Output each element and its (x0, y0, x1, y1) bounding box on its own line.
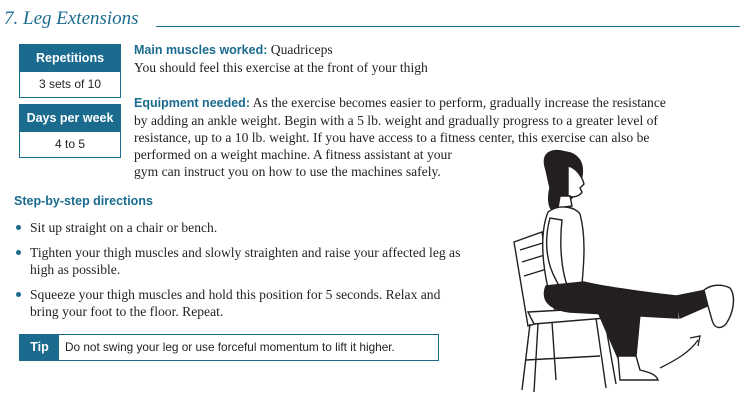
person-icon (543, 151, 734, 380)
equipment-line: resistance, up to a 10 lb. weight. If you have access to a fitness center, this exercise can also be (134, 130, 650, 145)
equipment-line: gym can instruct you on how to use the machines safely. (134, 164, 441, 179)
tip-label: Tip (20, 335, 59, 360)
days-per-week-label: Days per week (20, 105, 120, 132)
equipment-line: performed on a weight machine. A fitness assistant at your (134, 147, 452, 162)
equipment-label: Equipment needed: (134, 96, 250, 110)
equipment-line: As the exercise becomes easier to perform, gradually increase the resistance (249, 95, 666, 110)
tip-text: Do not swing your leg or use forceful momentum to lift it higher. (65, 340, 395, 354)
motion-arrow-icon (660, 336, 700, 368)
muscles-label: Main muscles worked: (134, 43, 268, 57)
step-line: Tighten your thigh muscles and slowly straighten and raise your affected leg as (30, 245, 461, 260)
step-line: bring your foot to the floor. Repeat. (30, 304, 224, 319)
steps-heading: Step-by-step directions (14, 194, 153, 208)
repetitions-label: Repetitions (20, 45, 120, 72)
equipment-line: by adding an ankle weight. Begin with a 5 lb. weight and gradually progress to a greater level of (134, 113, 658, 128)
muscles-value: Quadriceps (267, 42, 333, 57)
days-per-week-value: 4 to 5 (54, 137, 86, 151)
repetitions-value: 3 sets of 10 (38, 77, 102, 91)
page-title: 7. Leg Extensions (4, 8, 139, 29)
step-line: Squeeze your thigh muscles and hold this position for 5 seconds. Relax and (30, 287, 441, 302)
step-line: high as possible. (30, 262, 121, 277)
step-line: Sit up straight on a chair or bench. (30, 220, 218, 235)
muscles-note: You should feel this exercise at the front of your thigh (134, 60, 428, 75)
